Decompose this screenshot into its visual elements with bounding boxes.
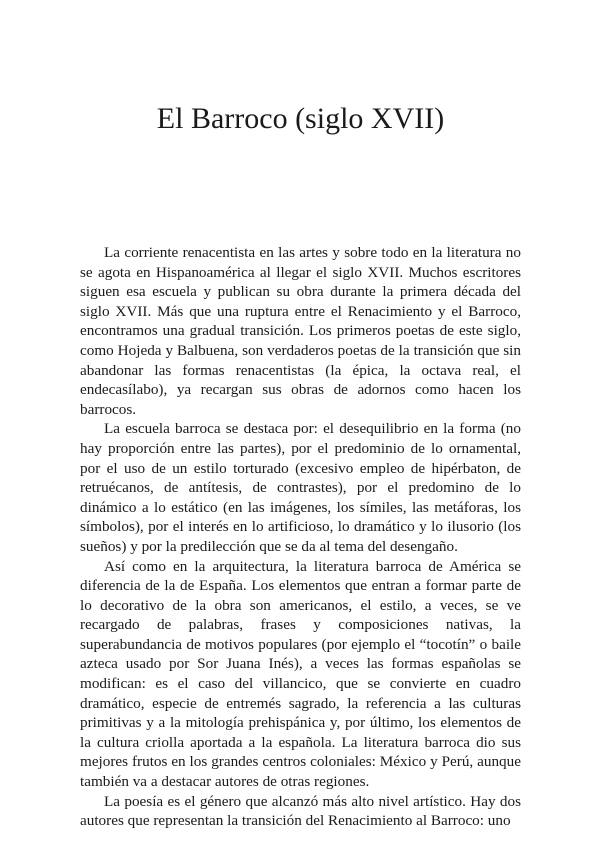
paragraph-4: La poesía es el género que alcanzó más alto nivel artístico. Hay dos autores que representan la transición del Renacimiento al Barroco: uno [80, 792, 521, 830]
chapter-title: El Barroco (siglo XVII) [156, 102, 445, 135]
paragraph-3: Así como en la arquitectura, la literatura barroca de América se diferencia de la de España. Los elementos que entran a formar parte de lo decorativo de la obra son americanos, el estilo, a veces, se ve recargado de palabras, frases y composiciones nativas, la superabundancia de motivos populares (por ejemplo el “tocotín” o baile azteca usado por Sor Juana Inés), a veces las formas españolas se modifican: es el caso del villancico, que se convierte en cuadro dramático, especie de entremés sagrado, la referencia a las culturas primitivas y a la mitología prehispánica y, por último, los elementos de la cultura criolla aportada a la española. La literatura barroca dio sus mejores frutos en los grandes centros coloniales: México y Perú, aunque también va a destacar autores de otras regiones. [80, 557, 521, 791]
paragraph-1: La corriente renacentista en las artes y sobre todo en la literatura no se agota en Hispanoamérica al llegar el siglo XVII. Muchos escritores siguen esa escuela y publican su obra durante la primera década del siglo XVII. Más que una ruptura entre el Renacimiento y el Barroco, encontramos una gradual transición. Los primeros poetas de este siglo, como Hojeda y Balbuena, son verdaderos poetas de la transición que sin abandonar las formas renacentistas (la épica, la octava real, el endecasílabo), ya recargan sus obras de adornos como hacen los barrocos. [80, 244, 521, 418]
paragraph-2: La escuela barroca se destaca por: el desequilibrio en la forma (no hay proporción entre las partes), por el predominio de lo ornamental, por el uso de un estilo torturado (excesivo empleo de hipérbaton, de retruécanos, de antítesis, de contrastes), por el predomino de lo dinámico a lo estático (en las imágenes, los símiles, las metáforas, los símbolos), por el interés en lo artificioso, lo dramático y lo ilusorio (los sueños) y por la predilección que se da al tema del desengaño. [80, 420, 521, 555]
body-text [80, 243, 521, 831]
